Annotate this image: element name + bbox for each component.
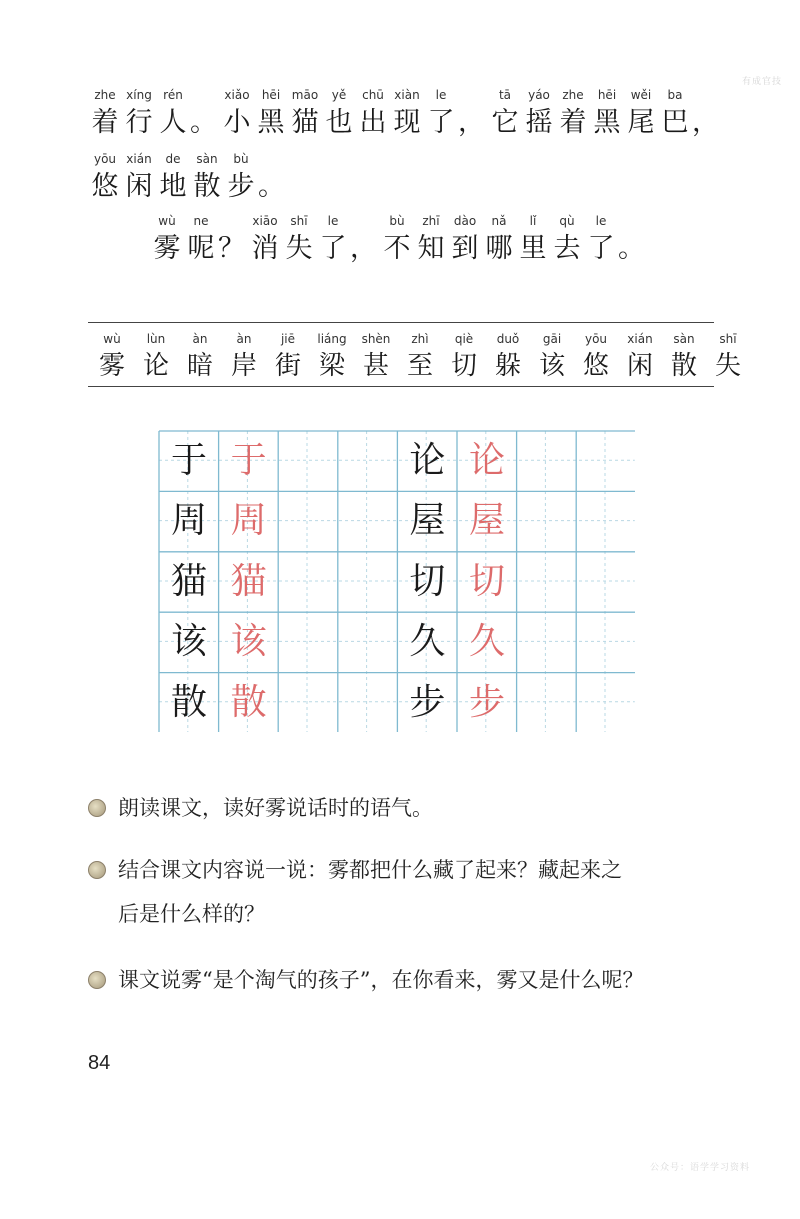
pinyin: yōu [93,152,117,166]
hanzi: 也 [325,107,353,138]
hanzi-with-pinyin [574,330,618,384]
hanzi-with-pinyin [156,86,190,142]
model-character: 切 [468,560,505,602]
hanzi-with-pinyin [658,86,692,142]
hanzi-with-pinyin [150,212,184,268]
pinyin: xiāo [252,214,278,228]
hanzi-with-pinyin [442,330,486,384]
watermark-top: 有成官技 [742,77,783,87]
pinyin: bù [389,214,405,228]
hanzi: 闲 [125,171,153,202]
hanzi: 失 [285,233,313,264]
question-3-text: 课文说雾“是个淘气的孩子”，在你看来，雾又是什么呢？ [118,968,644,992]
pinyin: duǒ [496,332,520,346]
pinyin: zhì [411,332,429,346]
hanzi-with-pinyin [380,212,414,268]
hanzi-with-pinyin [488,86,522,142]
hanzi-with-pinyin [424,86,458,142]
model-character: 猫 [230,560,267,602]
practice-character: 久 [409,621,446,663]
pinyin: ba [667,88,683,102]
pinyin: xiǎo [224,88,250,102]
hanzi: 散 [670,351,697,381]
hanzi: 到 [451,233,479,264]
hanzi: 街 [274,351,301,381]
pinyin: māo [291,88,319,102]
hanzi-with-pinyin [414,212,448,268]
watermark-bottom: 公众号：语学学习资料 [650,1163,751,1173]
hanzi-with-pinyin [190,150,224,206]
hanzi-with-pinyin [224,150,258,206]
hanzi: 巴 [661,107,689,138]
hanzi: 暗 [186,351,213,381]
text-line-1 [88,86,722,142]
practice-character: 屋 [409,500,446,542]
hanzi: 消 [251,233,279,264]
practice-character: 散 [170,681,207,723]
hanzi: 出 [359,107,387,138]
pinyin: rén [163,88,183,102]
punctuation-mark: ？ [218,233,245,264]
phrase [248,212,350,268]
punctuation [190,86,220,142]
hanzi-with-pinyin [134,330,178,384]
hanzi: 散 [193,171,221,202]
model-character: 该 [230,621,267,663]
text-line-3 [150,212,648,268]
hanzi-with-pinyin [390,86,424,142]
phrase [488,86,692,142]
hanzi: 不 [383,233,411,264]
hanzi: 步 [227,171,255,202]
hanzi: 黑 [257,107,285,138]
punctuation-mark: ， [458,107,485,138]
divider-top [88,322,714,323]
hanzi: 知 [417,233,445,264]
pinyin: lùn [146,332,166,346]
pinyin: nǎ [491,214,507,228]
model-character: 久 [468,621,505,663]
punctuation-mark: 。 [618,233,645,264]
hanzi: 呢 [187,233,215,264]
pinyin: le [435,88,447,102]
question-2-text-line2: 后是什么样的？ [118,902,265,926]
hanzi: 行 [125,107,153,138]
hanzi-with-pinyin [266,330,310,384]
hanzi: 悠 [582,351,609,381]
punctuation-mark: 。 [190,107,217,138]
hanzi-with-pinyin [618,330,662,384]
phrase [88,86,190,142]
pinyin: qiè [454,332,474,346]
bullet-icon [88,799,106,817]
practice-character: 切 [409,560,446,602]
pinyin: xián [627,332,653,346]
punctuation [218,212,248,268]
hanzi-with-pinyin [354,330,398,384]
hanzi-with-pinyin [530,330,574,384]
hanzi: 小 [223,107,251,138]
hanzi: 甚 [362,351,389,381]
hanzi: 摇 [525,107,553,138]
hanzi-with-pinyin [322,86,356,142]
hanzi-with-pinyin [516,212,550,268]
hanzi-with-pinyin [482,212,516,268]
question-2-text-line1: 结合课文内容说一说：雾都把什么藏了起来？藏起来之 [118,858,622,882]
model-character: 步 [468,681,505,723]
question-2 [88,848,622,936]
hanzi: 哪 [485,233,513,264]
text-line-2 [88,150,288,206]
hanzi-with-pinyin [316,212,350,268]
model-character: 论 [468,440,505,481]
hanzi-with-pinyin [706,330,750,384]
pinyin: wù [103,332,121,346]
punctuation-mark: 。 [258,171,285,202]
hanzi-with-pinyin [448,212,482,268]
hanzi: 梁 [318,351,345,381]
hanzi: 着 [559,107,587,138]
hanzi: 着 [91,107,119,138]
hanzi: 它 [491,107,519,138]
pinyin: xián [126,152,152,166]
pinyin: hēi [261,88,281,102]
page-number: 84 [88,1052,111,1074]
hanzi-with-pinyin [90,330,134,384]
phrase [220,86,458,142]
pinyin: qù [559,214,575,228]
hanzi-with-pinyin [522,86,556,142]
question-1 [88,786,433,830]
hanzi: 躲 [494,351,521,381]
phrase [150,212,218,268]
hanzi-with-pinyin [556,86,590,142]
hanzi: 至 [406,351,433,381]
pinyin: liáng [317,332,347,346]
pinyin: dào [453,214,477,228]
pinyin: ne [193,214,209,228]
pinyin: jiē [280,332,296,346]
hanzi: 了 [427,107,455,138]
hanzi-with-pinyin [356,86,390,142]
pinyin: wù [158,214,176,228]
hanzi-with-pinyin [624,86,658,142]
pinyin: le [327,214,339,228]
hanzi-with-pinyin [282,212,316,268]
hanzi: 猫 [291,107,319,138]
pinyin: zhe [94,88,116,102]
pinyin: shī [719,332,737,346]
hanzi: 闲 [626,351,653,381]
pinyin: àn [192,332,208,346]
hanzi-with-pinyin [88,150,122,206]
hanzi-with-pinyin [590,86,624,142]
pinyin: yáo [528,88,550,102]
pinyin: yě [331,88,347,102]
practice-character: 论 [409,440,446,481]
practice-character: 周 [170,500,207,542]
hanzi-with-pinyin [220,86,254,142]
hanzi: 该 [538,351,565,381]
phrase [88,150,258,206]
hanzi-with-pinyin [122,150,156,206]
pinyin: xiàn [394,88,420,102]
hanzi-with-pinyin [398,330,442,384]
hanzi: 里 [519,233,547,264]
pinyin: de [165,152,181,166]
divider-bottom [88,386,714,387]
punctuation [258,150,288,206]
hanzi: 现 [393,107,421,138]
punctuation [350,212,380,268]
hanzi: 失 [714,351,741,381]
practice-character: 猫 [170,560,207,602]
model-character: 屋 [468,500,505,542]
hanzi-with-pinyin [550,212,584,268]
pinyin: gāi [542,332,562,346]
model-character: 周 [230,500,267,542]
pinyin: sàn [673,332,695,346]
punctuation [458,86,488,142]
hanzi-with-pinyin [288,86,322,142]
hanzi-with-pinyin [486,330,530,384]
punctuation-mark: ， [692,107,719,138]
pinyin: chū [362,88,384,102]
pinyin: bù [233,152,249,166]
hanzi-with-pinyin [122,86,156,142]
question-3 [88,958,643,1002]
phrase [380,212,618,268]
pinyin: le [595,214,607,228]
pinyin: yōu [584,332,608,346]
new-words-row [90,330,750,384]
practice-character: 该 [170,621,207,663]
hanzi-with-pinyin [310,330,354,384]
hanzi-with-pinyin [584,212,618,268]
model-character: 于 [230,440,267,481]
punctuation [618,212,648,268]
question-1-text: 朗读课文，读好雾说话时的语气。 [118,796,433,820]
pinyin: lǐ [529,214,537,228]
bullet-icon [88,861,106,879]
pinyin: xíng [126,88,152,102]
hanzi: 悠 [91,171,119,202]
bullet-icon [88,971,106,989]
hanzi-with-pinyin [184,212,218,268]
practice-character: 于 [170,440,207,481]
pinyin: zhī [422,214,440,228]
pinyin: wěi [630,88,652,102]
pinyin: àn [236,332,252,346]
hanzi-with-pinyin [254,86,288,142]
practice-character: 步 [409,681,446,723]
hanzi-with-pinyin [248,212,282,268]
hanzi: 切 [450,351,477,381]
hanzi: 雾 [153,233,181,264]
hanzi-with-pinyin [222,330,266,384]
pinyin: shī [290,214,308,228]
hanzi: 地 [159,171,187,202]
hanzi-with-pinyin [662,330,706,384]
hanzi: 论 [142,351,169,381]
pinyin: sàn [196,152,218,166]
pinyin: zhe [562,88,584,102]
hanzi: 了 [587,233,615,264]
writing-grid [158,430,635,732]
hanzi: 了 [319,233,347,264]
hanzi-with-pinyin [178,330,222,384]
pinyin: tā [498,88,512,102]
hanzi: 去 [553,233,581,264]
hanzi: 尾 [627,107,655,138]
hanzi: 岸 [230,351,257,381]
punctuation-mark: ， [350,233,377,264]
pinyin: hēi [597,88,617,102]
hanzi-with-pinyin [156,150,190,206]
punctuation [692,86,722,142]
hanzi-with-pinyin [88,86,122,142]
pinyin: shèn [361,332,391,346]
model-character: 散 [230,681,267,723]
hanzi: 黑 [593,107,621,138]
hanzi: 雾 [98,351,125,381]
hanzi: 人 [159,107,187,138]
